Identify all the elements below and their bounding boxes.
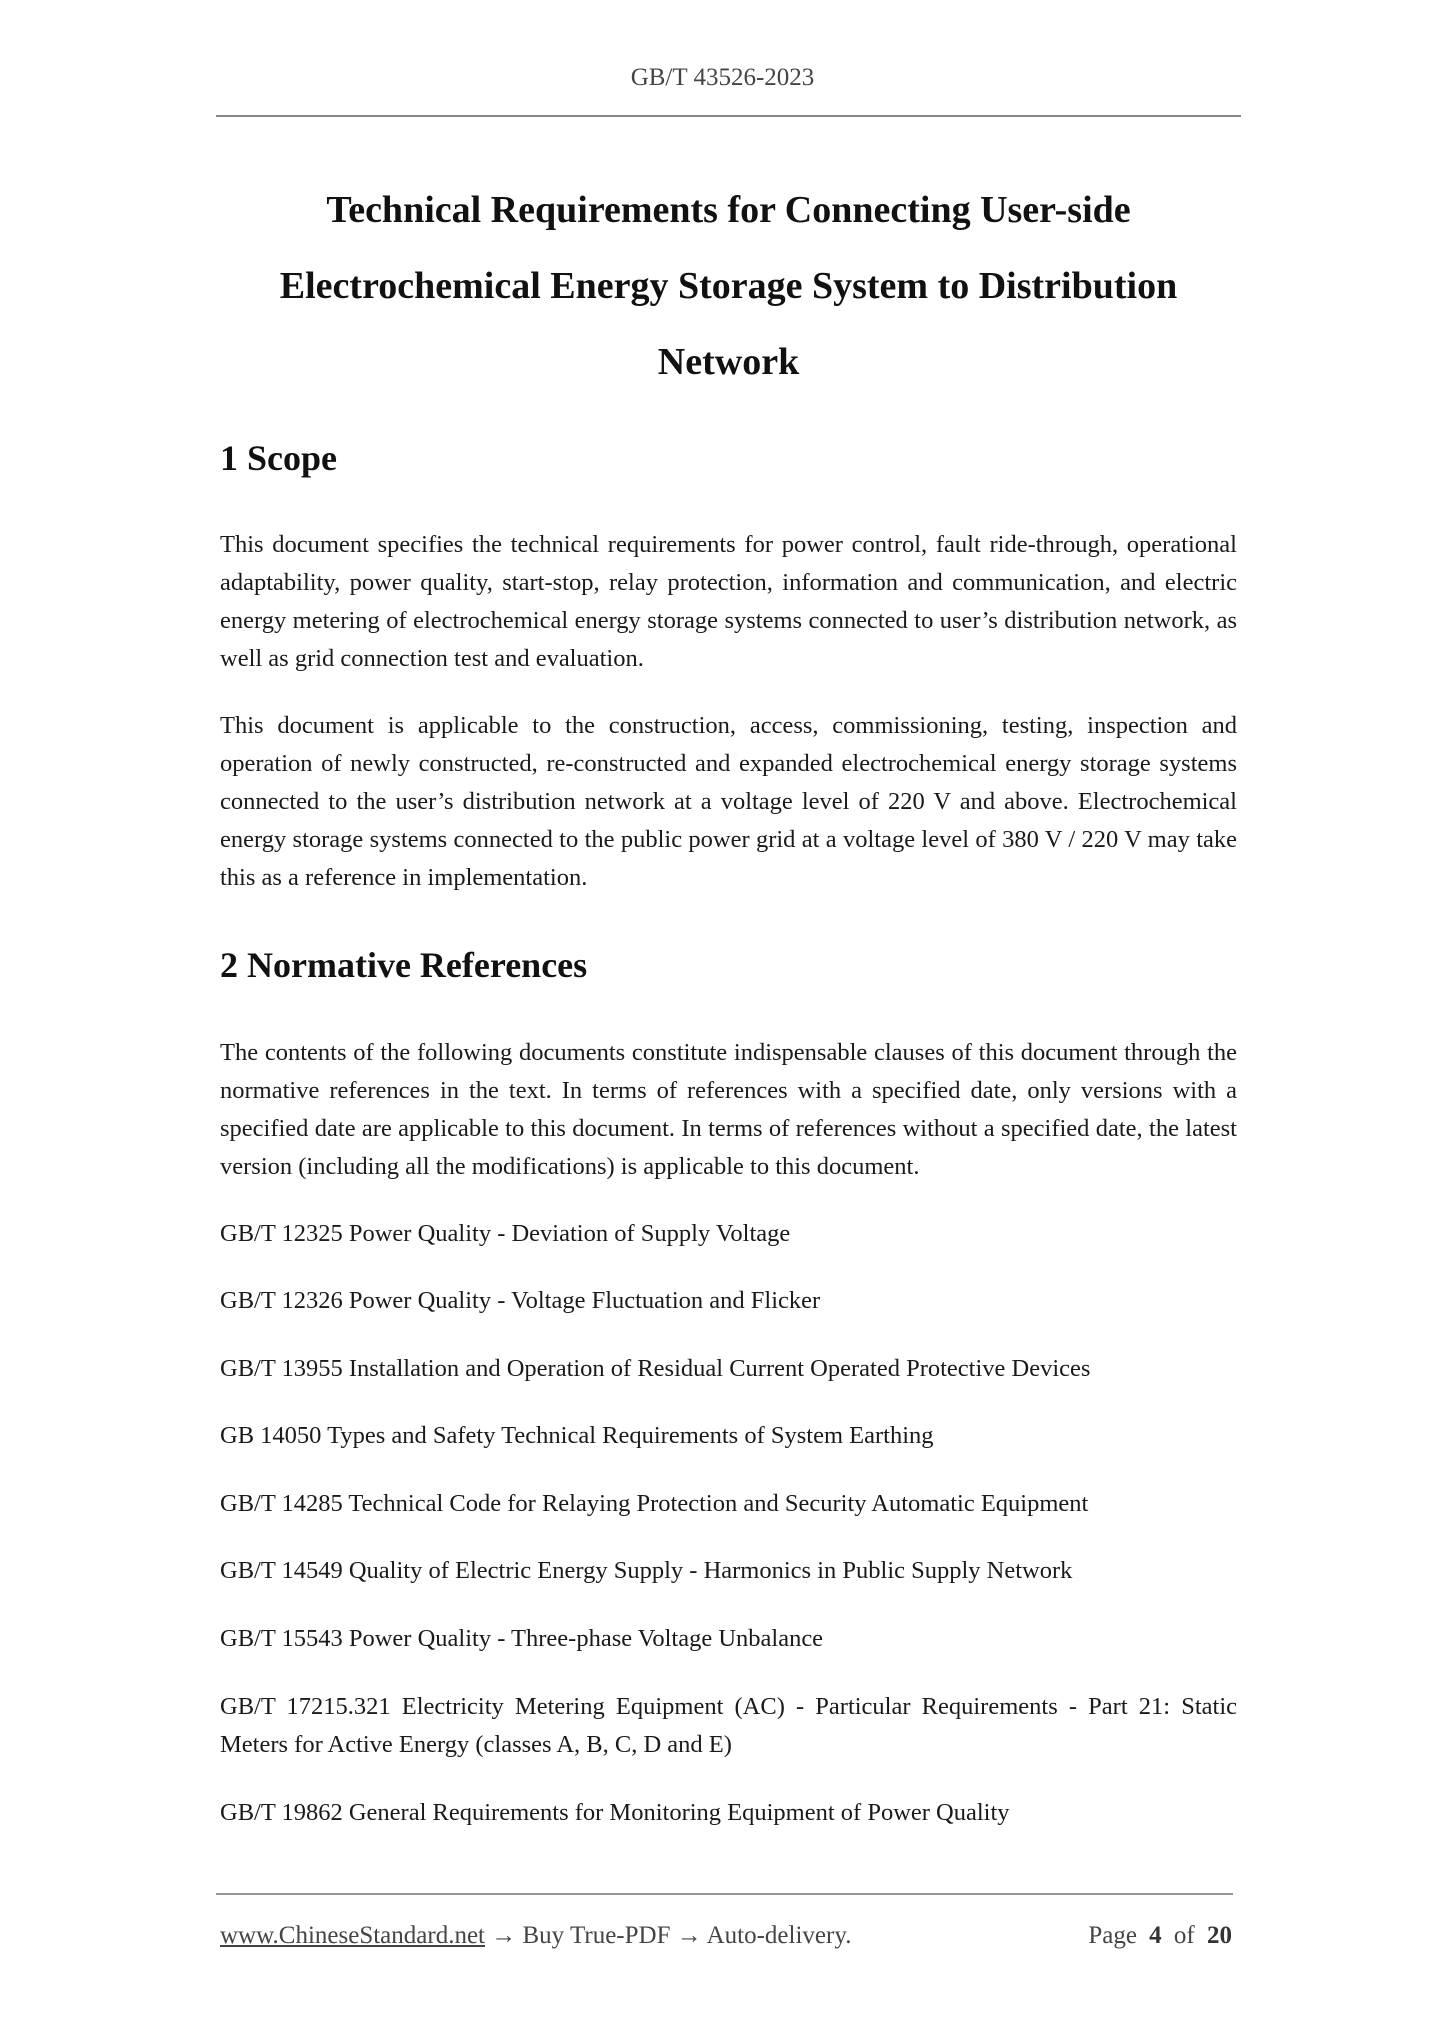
section-heading-normative-references: 2 Normative References <box>220 945 588 985</box>
document-title: Technical Requirements for Connecting User-side Electrochemical Energy Storage System to Distribution Network <box>279 189 1178 383</box>
scope-paragraph-1: This document specifies the technical requirements for power control, fault ride-through, operational adaptability, power quality, start-stop, relay protection, information and communication, and electric energy metering of electrochemical energy storage systems connected to user’s distribution network, as well as grid connection test and evaluation. <box>220 531 1237 672</box>
arrow-right-icon: → <box>676 1922 702 1949</box>
website-link[interactable]: www.ChineseStandard.net <box>220 1922 485 1949</box>
reference-item: GB/T 14549 Quality of Electric Energy Supply - Harmonics in Public Supply Network <box>220 1557 1073 1584</box>
page-label: Page <box>1088 1922 1137 1949</box>
reference-item: GB/T 12326 Power Quality - Voltage Fluctuation and Flicker <box>220 1287 821 1314</box>
footer-divider <box>216 1893 1233 1895</box>
buy-text: Buy True-PDF <box>522 1922 671 1949</box>
document-id-header: GB/T 43526-2023 <box>630 64 815 91</box>
normative-references-paragraph: The contents of the following documents constitute indispensable clauses of this document through the normative references in the text. In terms of references with a specified date, only versions with a specified date are applicable to this document. In terms of references without a specified date, the latest version (including all the modifications) is applicable to this document. <box>220 1039 1237 1180</box>
header-divider <box>216 115 1241 117</box>
current-page: 4 <box>1149 1922 1162 1949</box>
reference-item: GB/T 12325 Power Quality - Deviation of Supply Voltage <box>220 1220 791 1247</box>
page-number <box>1088 1922 1232 1950</box>
reference-item: GB/T 17215.321 Electricity Metering Equipment (AC) - Particular Requirements - Part 21: Static Meters for Active Energy (classes A, B, C, D and E) <box>220 1693 1237 1758</box>
total-pages: 20 <box>1207 1922 1232 1949</box>
reference-item: GB/T 13955 Installation and Operation of Residual Current Operated Protective Devices <box>220 1355 1091 1382</box>
reference-item: GB 14050 Types and Safety Technical Requirements of System Earthing <box>220 1422 934 1449</box>
arrow-right-icon: → <box>491 1922 517 1949</box>
page-footer <box>220 1922 1232 1950</box>
reference-item: GB/T 15543 Power Quality - Three-phase Voltage Unbalance <box>220 1625 824 1652</box>
delivery-text: Auto-delivery. <box>706 1922 852 1949</box>
footer-promo <box>220 1922 851 1950</box>
scope-paragraph-2: This document is applicable to the construction, access, commissioning, testing, inspection and operation of newly constructed, re-constructed and expanded electrochemical energy storage systems connected to the user’s distribution network at a voltage level of 220 V and above. Electrochemical energy storage systems connected to the public power grid at a voltage level of 380 V / 220 V may take this as a reference in implementation. <box>220 712 1237 891</box>
reference-item: GB/T 19862 General Requirements for Monitoring Equipment of Power Quality <box>220 1799 1010 1826</box>
section-heading-scope: 1 Scope <box>220 438 337 478</box>
reference-item: GB/T 14285 Technical Code for Relaying Protection and Security Automatic Equipment <box>220 1490 1089 1517</box>
of-label: of <box>1173 1922 1195 1949</box>
